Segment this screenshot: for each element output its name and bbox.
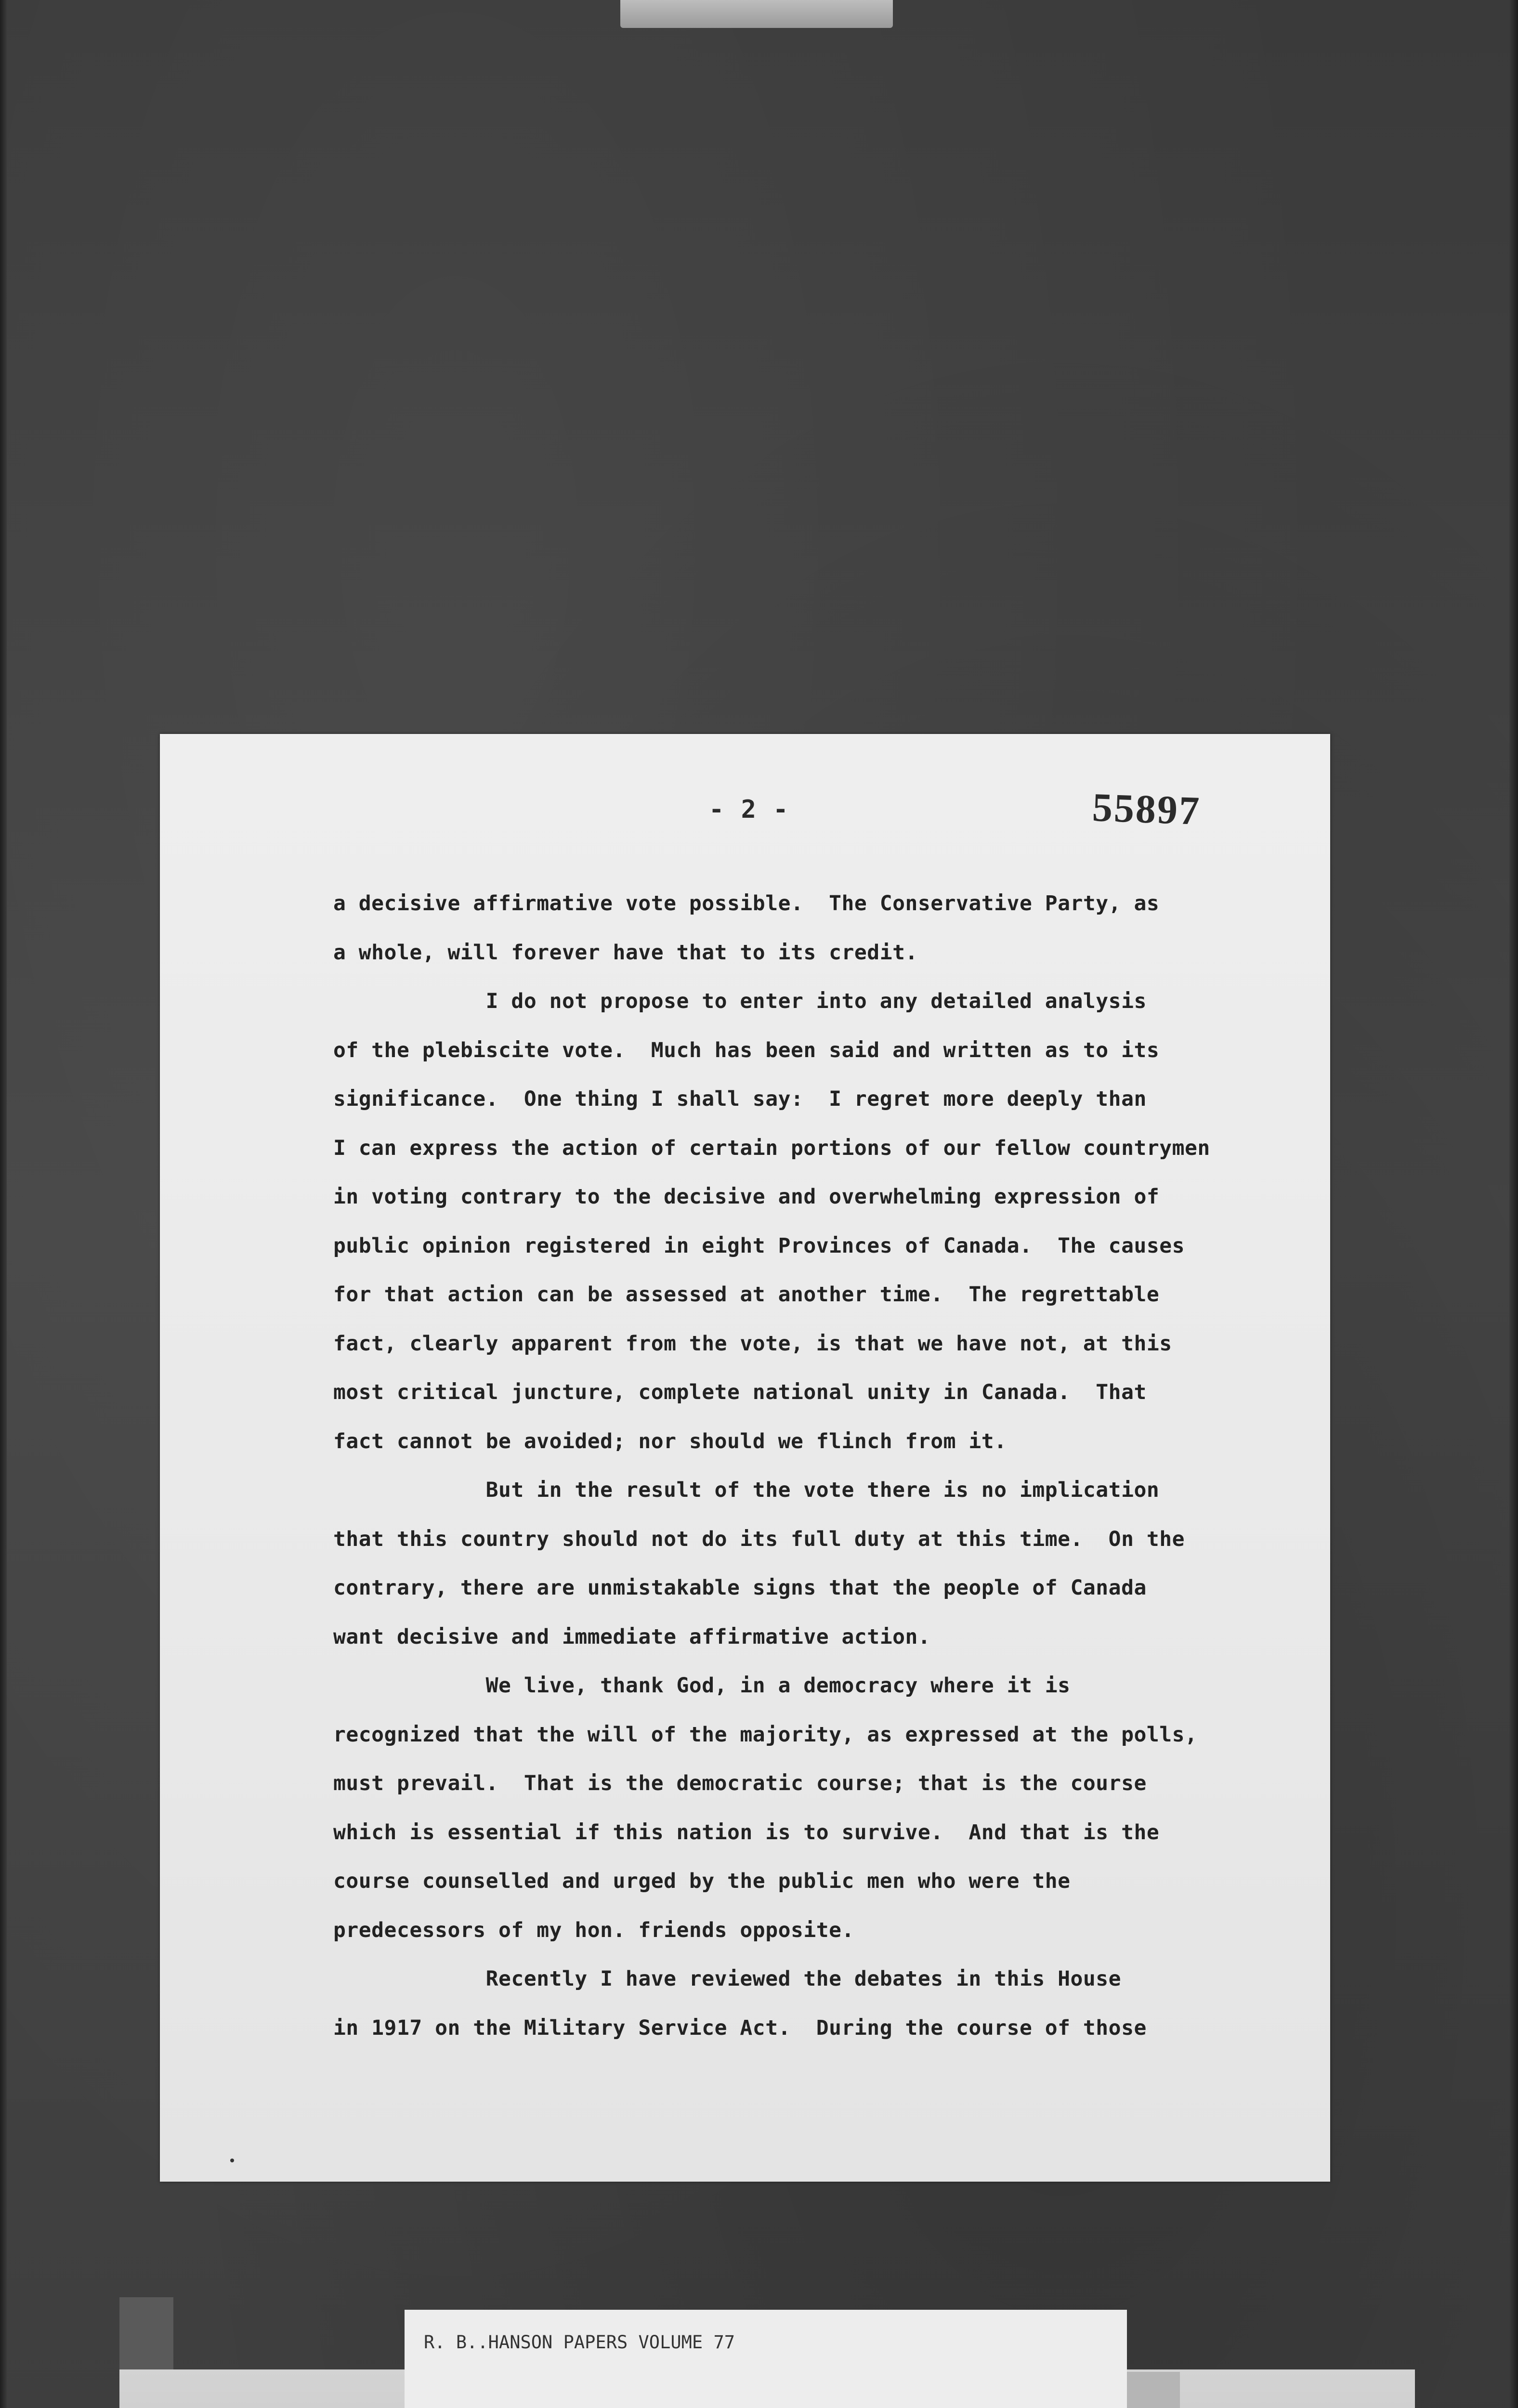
text-line: I do not propose to enter into any detailed analysis bbox=[333, 989, 1147, 1013]
top-clip bbox=[620, 0, 893, 28]
text-line: recognized that the will of the majority, as expressed at the polls, bbox=[333, 1723, 1198, 1747]
text-line: in voting contrary to the decisive and overwhelming expression of bbox=[333, 1185, 1160, 1209]
text-line: that this country should not do its full duty at this time. On the bbox=[333, 1527, 1185, 1551]
document-page bbox=[160, 734, 1330, 2182]
text-line: We live, thank God, in a democracy where it is bbox=[333, 1674, 1071, 1698]
text-line: for that action can be assessed at another time. The regrettable bbox=[333, 1283, 1160, 1307]
text-line: want decisive and immediate affirmative action. bbox=[333, 1625, 931, 1649]
text-line: Recently I have reviewed the debates in this House bbox=[333, 1967, 1122, 1991]
text-line: contrary, there are unmistakable signs that the people of Canada bbox=[333, 1576, 1147, 1600]
film-left-edge bbox=[0, 0, 7, 2408]
text-line: fact cannot be avoided; nor should we flinch from it. bbox=[333, 1429, 1007, 1453]
volume-label bbox=[405, 2310, 1127, 2408]
text-line: significance. One thing I shall say: I regret more deeply than bbox=[333, 1087, 1147, 1111]
text-line: which is essential if this nation is to survive. And that is the bbox=[333, 1820, 1160, 1845]
text-line: public opinion registered in eight Provinces of Canada. The causes bbox=[333, 1234, 1185, 1258]
text-line: of the plebiscite vote. Much has been said and written as to its bbox=[333, 1038, 1160, 1062]
text-line: in 1917 on the Military Service Act. During the course of those bbox=[333, 2016, 1147, 2040]
film-right-edge bbox=[1509, 0, 1518, 2408]
text-line: But in the result of the vote there is no implication bbox=[333, 1478, 1160, 1502]
text-line: I can express the action of certain portions of our fellow countrymen bbox=[333, 1136, 1210, 1160]
text-line: fact, clearly apparent from the vote, is that we have not, at this bbox=[333, 1332, 1172, 1356]
page-mark bbox=[230, 2159, 234, 2162]
text-line: most critical juncture, complete national unity in Canada. That bbox=[333, 1380, 1147, 1404]
card-tab-left bbox=[119, 2297, 173, 2379]
stamp-number: 55897 bbox=[1091, 785, 1202, 834]
volume-label-text: R. B..HANSON PAPERS VOLUME 77 bbox=[424, 2332, 735, 2353]
text-line: must prevail. That is the democratic course; that is the course bbox=[333, 1771, 1147, 1795]
text-line: predecessors of my hon. friends opposite. bbox=[333, 1918, 854, 1942]
text-line: a decisive affirmative vote possible. The Conservative Party, as bbox=[333, 891, 1160, 916]
page-number: - 2 - bbox=[709, 795, 789, 824]
text-line: a whole, will forever have that to its credit. bbox=[333, 941, 918, 965]
text-line: course counselled and urged by the public men who were the bbox=[333, 1869, 1071, 1893]
